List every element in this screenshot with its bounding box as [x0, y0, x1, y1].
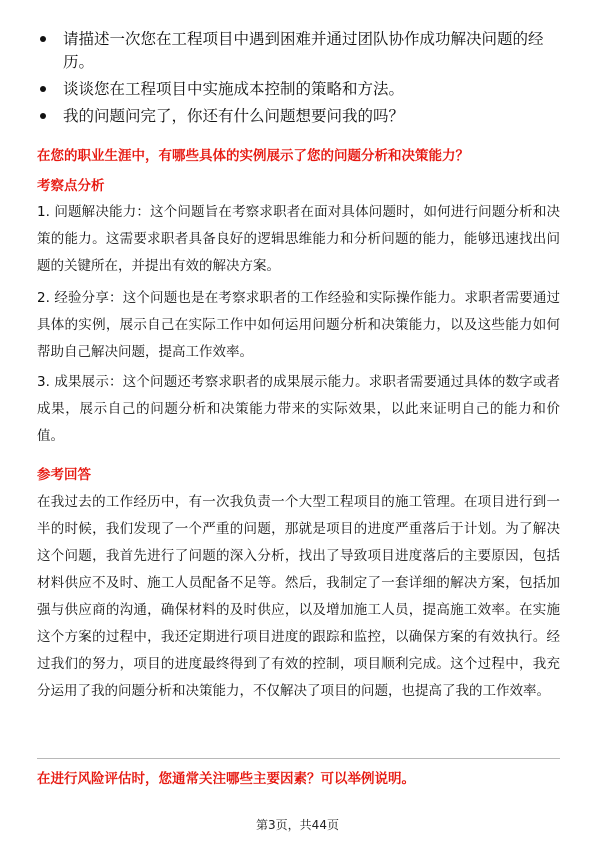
question-heading: 在您的职业生涯中，有哪些具体的实例展示了您的问题分析和决策能力？ [37, 148, 469, 164]
analysis-point-2: 2. 经验分享：这个问题也是在考察求职者的工作经验和实际操作能力。求职者需要通过具体的实例，展示自己在实际工作中如何运用问题分析和决策能力，以及这些能力如何帮助自己解决问题，提高工作效率。 [37, 290, 560, 360]
analysis-heading: 考察点分析 [37, 178, 105, 194]
bullet-text: 谈谈您在工程项目中实施成本控制的策略和方法。 [63, 80, 405, 98]
page-number: 第3页，共44页 [256, 818, 339, 832]
answer-text: 在我过去的工作经历中，有一次我负责一个大型工程项目的施工管理。在项目进行到一半的时候，我们发现了一个严重的问题，那就是项目的进度严重落后于计划。为了解决这个问题，我首先进行了问题的深入分析，找出了导致项目进度落后的主要原因，包括材料供应不及时、施工人员配备不足等。然后，我制定了一套详细的解决方案，包括加强与供应商的沟通，确保材料的及时供应，以及增加施工人员，提高施工效率。在实施这个方案的过程中，我还定期进行项目进度的跟踪和监控，以确保方案的有效执行。经过我们的努力，项目的进度最终得到了有效的控制，项目顺利完成。这个过程中，我充分运用了我的问题分析和决策能力，不仅解决了项目的问题，也提高了我的工作效率。 [37, 494, 560, 699]
bullet-icon [40, 113, 46, 119]
analysis-point-3: 3. 成果展示：这个问题还考察求职者的成果展示能力。求职者需要通过具体的数字或者成果，展示自己的问题分析和决策能力带来的实际效果，以此来证明自己的能力和价值。 [37, 374, 560, 444]
list-item [38, 105, 568, 128]
answer-heading: 参考回答 [37, 467, 91, 483]
section-divider [37, 758, 560, 759]
question-bullet-list [38, 28, 568, 132]
list-item [38, 78, 568, 101]
bullet-icon [40, 36, 46, 42]
bullet-text: 请描述一次您在工程项目中遇到困难并通过团队协作成功解决问题的经历。 [63, 30, 544, 71]
bullet-icon [40, 86, 46, 92]
analysis-point-1: 1. 问题解决能力：这个问题旨在考察求职者在面对具体问题时，如何进行问题分析和决策的能力。这需要求职者具备良好的逻辑思维能力和分析问题的能力，能够迅速找出问题的关键所在，并提出有效的解决方案。 [37, 204, 560, 274]
bullet-text: 我的问题问完了，你还有什么问题想要问我的吗？ [63, 107, 405, 125]
list-item [38, 28, 568, 74]
next-question-heading: 在进行风险评估时，您通常关注哪些主要因素？可以举例说明。 [37, 771, 415, 787]
